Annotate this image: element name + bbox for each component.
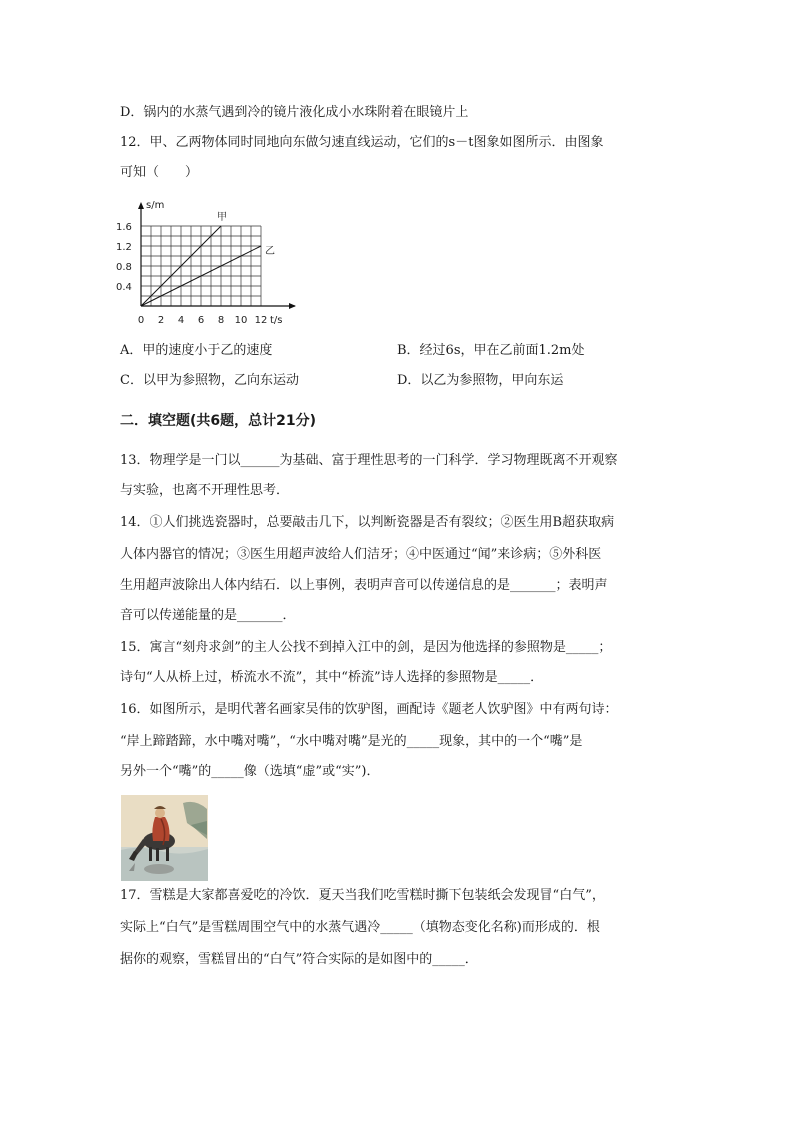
question-16-line3: 另外一个“嘴”的_____像（选填“虚”或“实”)． bbox=[120, 764, 380, 779]
option-c-q12: C．以甲为参照物，乙向东运动 bbox=[120, 373, 299, 388]
x-tick-label: 8 bbox=[217, 315, 225, 326]
question-14-line2: 人体内器官的情况；③医生用超声波给人们洁牙；④中医通过“闻”来诊病；⑤外科医 bbox=[120, 547, 602, 562]
question-17-line2: 实际上“白气”是雪糕周围空气中的水蒸气遇冷_____（填物态变化名称)而形成的．根 bbox=[120, 920, 600, 935]
x-axis-label: t/s bbox=[270, 315, 283, 326]
x-tick-label: 4 bbox=[177, 315, 185, 326]
series-label-jia: 甲 bbox=[217, 212, 227, 223]
question-14-line3: 生用超声波除出人体内结石．以上事例，表明声音可以传递信息的是_______；表明声 bbox=[120, 578, 608, 593]
y-tick-label: 0.4 bbox=[116, 282, 132, 293]
option-a-q12: A．甲的速度小于乙的速度 bbox=[120, 343, 273, 358]
question-13-line2: 与实验，也离不开理性思考． bbox=[120, 483, 290, 498]
y-axis-label: s/m bbox=[146, 200, 165, 211]
series-label-yi: 乙 bbox=[265, 246, 275, 257]
question-12-stem: 12．甲、乙两物体同时同地向东做匀速直线运动，它们的s－t图象如图所示．由图象 bbox=[120, 135, 604, 150]
question-17-line3: 据你的观察，雪糕冒出的“白气”符合实际的是如图中的_____． bbox=[120, 952, 478, 967]
question-13-line1: 13．物理学是一门以______为基础、富于理性思考的一门科学．学习物理既离不开观察 bbox=[120, 453, 618, 468]
section-heading: 二．填空题(共6题，总计21分) bbox=[120, 413, 317, 429]
x-axis-arrow bbox=[289, 303, 296, 309]
y-axis-arrow bbox=[138, 202, 144, 209]
question-15-line2: 诗句“人从桥上过，桥流水不流”，其中“桥流”诗人选择的参照物是_____． bbox=[120, 670, 544, 685]
chart-grid bbox=[141, 226, 261, 306]
question-16-line1: 16．如图所示，是明代著名画家吴伟的饮驴图，画配诗《题老人饮驴图》中有两句诗： bbox=[120, 702, 618, 717]
question-14-line1: 14．①人们挑选瓷器时，总要敲击几下，以判断瓷器是否有裂纹；②医生用B超获取病 bbox=[120, 515, 615, 530]
option-b-q12: B．经过6s，甲在乙前面1.2m处 bbox=[397, 343, 585, 358]
question-12-stem-cont: 可知（ ） bbox=[120, 165, 199, 180]
question-15-line1: 15．寓言“刻舟求剑”的主人公找不到掉入江中的剑，是因为他选择的参照物是_____； bbox=[120, 640, 612, 655]
question-16-line2: “岸上蹄踏蹄，水中嘴对嘴”，“水中嘴对嘴”是光的_____现象，其中的一个“嘴”是 bbox=[120, 734, 583, 749]
x-tick-label: 6 bbox=[197, 315, 205, 326]
s-t-chart bbox=[112, 196, 312, 326]
y-tick-label: 1.2 bbox=[116, 242, 132, 253]
option-d-q11: D．锅内的水蒸气遇到冷的镜片液化成小水珠附着在眼镜片上 bbox=[120, 105, 469, 120]
x-tick-label: 2 bbox=[157, 315, 165, 326]
question-17-line1: 17．雪糕是大家都喜爱吃的冷饮．夏天当我们吃雪糕时撕下包装纸会发现冒“白气”， bbox=[120, 888, 605, 903]
y-tick-label: 0.8 bbox=[116, 262, 132, 273]
x-tick-label: 0 bbox=[137, 315, 145, 326]
y-tick-label: 1.6 bbox=[116, 222, 132, 233]
x-tick-label: 12 bbox=[254, 315, 268, 326]
donkey-painting-image bbox=[121, 795, 208, 881]
question-14-line4: 音可以传递能量的是_______． bbox=[120, 608, 296, 623]
x-tick-label: 10 bbox=[234, 315, 248, 326]
option-d-q12: D．以乙为参照物，甲向东运 bbox=[397, 373, 564, 388]
